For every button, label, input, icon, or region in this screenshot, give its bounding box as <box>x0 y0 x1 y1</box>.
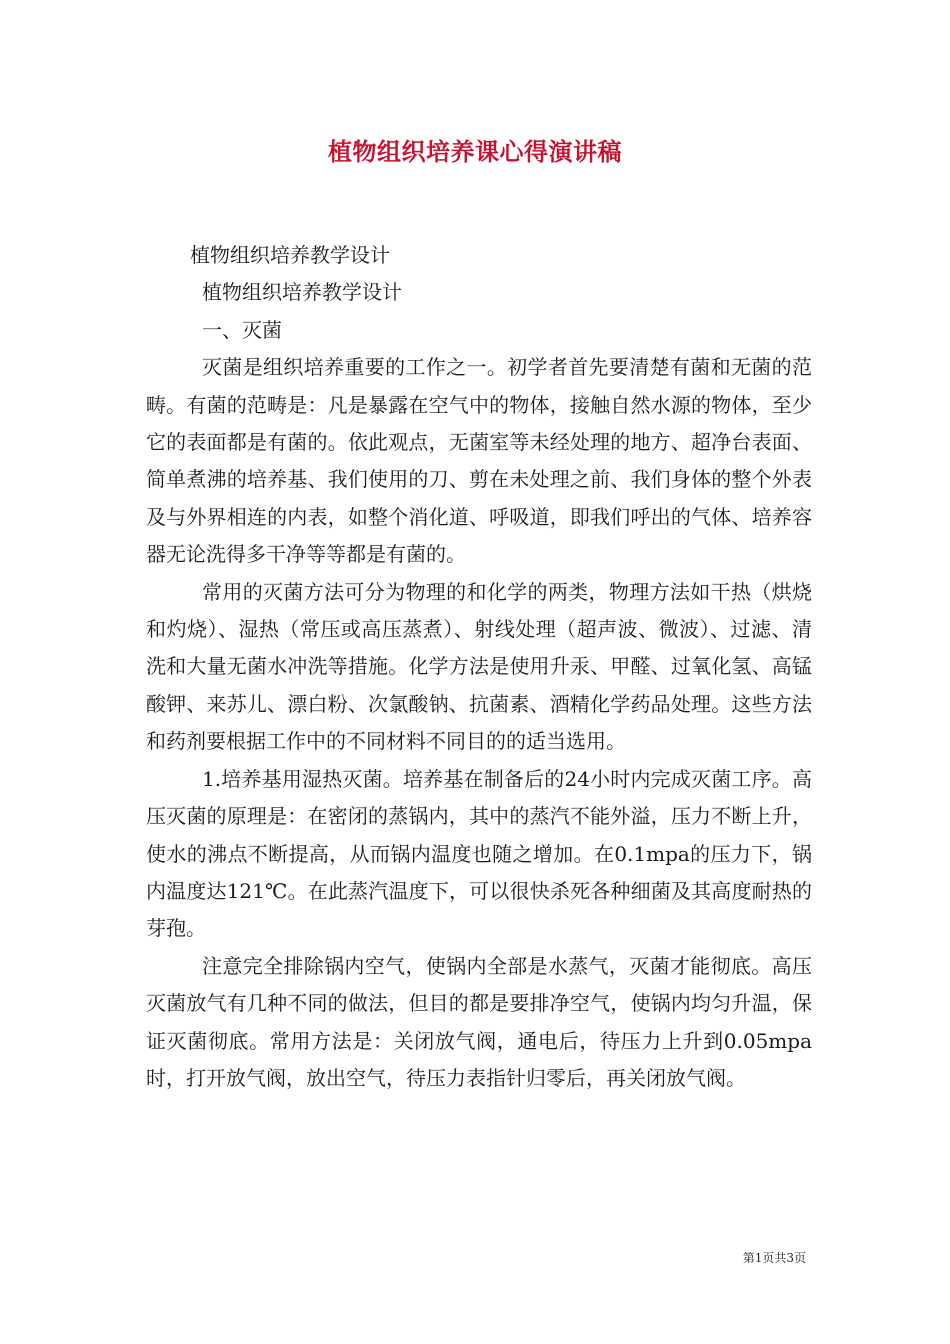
document-title: 植物组织培养课心得演讲稿 <box>328 137 622 166</box>
section-heading: 一、灭菌 <box>202 317 282 342</box>
document-body <box>146 237 812 1097</box>
paragraph: 灭菌是组织培养重要的工作之一。初学者首先要清楚有菌和无菌的范畴。有菌的范畴是：凡是暴露在空气中的物体，接触自然水源的物体，至少它的表面都是有菌的。依此观点，无菌室等未经处理的地方、超净台表面、简单煮沸的培养基、我们使用的刀、剪在未处理之前、我们身体的整个外表及与外界相连的内表，如整个消化道、呼吸道，即我们呼出的气体、培养容器无论洗得多干净等等都是有菌的。 <box>146 355 812 567</box>
paragraph: 1.培养基用湿热灭菌。培养基在制备后的24小时内完成灭菌工序。高压灭菌的原理是：在密闭的蒸锅内，其中的蒸汽不能外溢，压力不断上升，使水的沸点不断提高，从而锅内温度也随之增加。在0.1mpa的压力下，锅内温度达121℃。在此蒸汽温度下，可以很快杀死各种细菌及其高度耐热的芽孢。 <box>146 766 812 941</box>
paragraph: 注意完全排除锅内空气，使锅内全部是水蒸气，灭菌才能彻底。高压灭菌放气有几种不同的做法，但目的都是要排净空气，使锅内均匀升温，保证灭菌彻底。常用方法是：关闭放气阀，通电后，待压力上升到0.05mpa时，打开放气阀，放出空气，待压力表指针归零后，再关闭放气阀。 <box>146 953 812 1090</box>
subtitle-2: 植物组织培养教学设计 <box>202 280 402 305</box>
subtitle-1: 植物组织培养教学设计 <box>190 243 390 267</box>
page-number: 第1页共3页 <box>742 1251 806 1265</box>
paragraph: 常用的灭菌方法可分为物理的和化学的两类，物理方法如干热（烘烧和灼烧）、湿热（常压或高压蒸煮）、射线处理（超声波、微波）、过滤、清洗和大量无菌水冲洗等措施。化学方法是使用升汞、甲醛、过氧化氢、高锰酸钾、来苏儿、漂白粉、次氯酸钠、抗菌素、酒精化学药品处理。这些方法和药剂要根据工作中的不同材料不同目的的适当选用。 <box>146 579 812 754</box>
